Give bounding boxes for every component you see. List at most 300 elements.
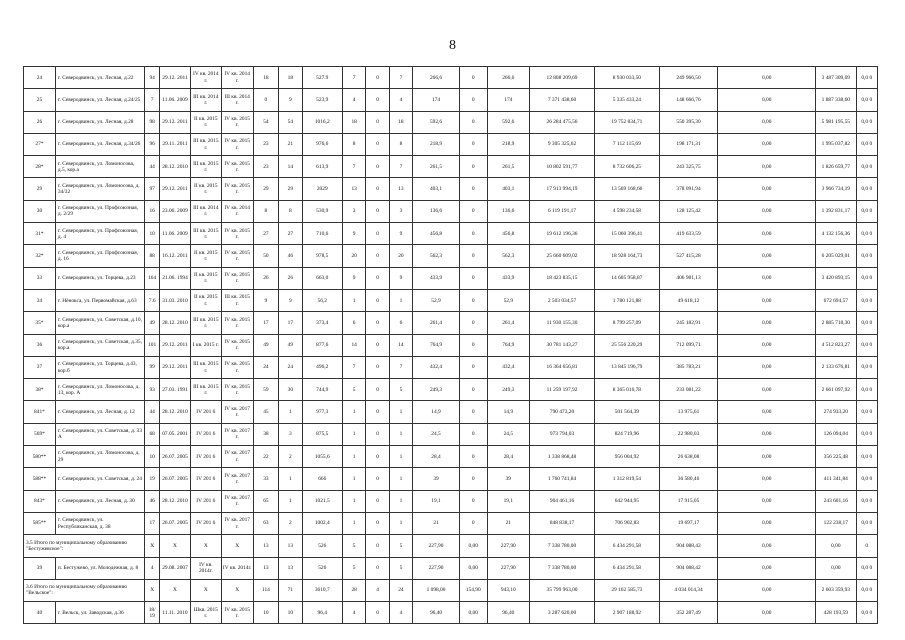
- table-row: [24, 178, 878, 200]
- table-row: [24, 245, 878, 267]
- table-cell: 39: [487, 468, 530, 490]
- table-cell: 164: [145, 267, 160, 289]
- table-row: [24, 423, 878, 445]
- table-cell: 14,9: [487, 401, 530, 423]
- table-cell: 261,4: [487, 312, 530, 334]
- table-cell: 17: [253, 312, 279, 334]
- table-cell: 0,0 0: [856, 312, 877, 334]
- table-cell: 403,1: [413, 178, 460, 200]
- table-cell: г. Северодвинск, ул. Профсоюзная, д. 2/29: [55, 200, 144, 222]
- table-cell: 904 088,42: [659, 557, 717, 579]
- table-cell: 1: [342, 490, 365, 512]
- table-cell: 1: [342, 446, 365, 468]
- table-cell: 0: [253, 89, 279, 111]
- table-cell: г. Северодвинск, ул. Лесная, д.22: [55, 67, 144, 89]
- table-cell: 824 719,96: [594, 423, 659, 445]
- table-cell: 419 633,59: [659, 223, 717, 245]
- table-cell: 6: [342, 312, 365, 334]
- table-row: [24, 289, 878, 311]
- table-cell: г. Северодвинск, ул. Торцева, д.23: [55, 267, 144, 289]
- table-cell: 0: [459, 401, 487, 423]
- table-cell: 712 099,71: [659, 334, 717, 356]
- table-cell: 21: [413, 512, 460, 534]
- table-cell: 7 338 780,00: [530, 557, 595, 579]
- table-cell: 0,00: [459, 557, 487, 579]
- table-cell: 27*: [24, 133, 56, 155]
- table-cell: 0: [459, 67, 487, 89]
- table-cell: 0,00: [718, 535, 816, 557]
- table-row: [24, 334, 878, 356]
- table-cell: 5 335 433,24: [594, 89, 659, 111]
- table-cell: 0: [366, 490, 389, 512]
- table-cell: 33: [253, 468, 279, 490]
- table-cell: г. Северодвинск, ул. Лесная, д.34/26: [55, 133, 144, 155]
- table-cell: 249 966,50: [659, 67, 717, 89]
- table-cell: г. Северодвинск, ул. Советская, д. 33 А: [55, 423, 144, 445]
- table-cell: 7: [389, 356, 412, 378]
- table-cell: 17 913 994,19: [530, 178, 595, 200]
- table-cell: III кв. 2014 г.: [190, 89, 221, 111]
- table-cell: 0,00: [718, 111, 816, 133]
- table-cell: 9: [342, 223, 365, 245]
- table-cell: 7: [342, 156, 365, 178]
- table-cell: 27: [279, 223, 302, 245]
- table-cell: 101: [145, 334, 160, 356]
- table-cell: IV кв. 2015 г.: [221, 267, 253, 289]
- table-cell: IV кв. 2015 г.: [221, 334, 253, 356]
- table-cell: 0,0 0: [856, 446, 877, 468]
- table-cell: IV кв. 2017 г.: [221, 512, 253, 534]
- table-cell: Шкв. 2015 г.: [190, 602, 221, 624]
- table-cell: 373,4: [302, 312, 342, 334]
- table-cell: 68: [145, 423, 160, 445]
- table-cell: X: [190, 579, 221, 601]
- summary-label: 3.5 Итого по муниципальному образованию "Бестужевское":: [24, 535, 145, 557]
- table-cell: 23: [253, 156, 279, 178]
- table-cell: 28,4: [413, 446, 460, 468]
- table-cell: 34: [24, 289, 56, 311]
- table-cell: 385 783,21: [659, 356, 717, 378]
- table-cell: 4: [366, 579, 389, 601]
- table-cell: 96,40: [413, 602, 460, 624]
- table-cell: 0,00: [718, 200, 816, 222]
- table-cell: 26: [24, 111, 56, 133]
- table-cell: 11.06. 2009: [160, 89, 191, 111]
- table-cell: 14,9: [413, 401, 460, 423]
- table-cell: 0,00: [718, 67, 816, 89]
- table-cell: 29: [253, 178, 279, 200]
- table-cell: 29.12. 2011: [160, 334, 191, 356]
- table-cell: 11 930 155,30: [530, 312, 595, 334]
- table-cell: IV 201 6: [190, 490, 221, 512]
- table-row: [24, 356, 878, 378]
- table-cell: 2 907 188,92: [594, 602, 659, 624]
- table-cell: 0,0 0: [856, 223, 877, 245]
- table-cell: 973 794,03: [530, 423, 595, 445]
- table-cell: 0,00: [718, 334, 816, 356]
- table-cell: 65: [253, 490, 279, 512]
- table-cell: X: [190, 535, 221, 557]
- table-row: [24, 446, 878, 468]
- table-cell: IV кв. 2015 г.: [221, 356, 253, 378]
- table-cell: 249,3: [487, 379, 530, 401]
- table-cell: 98: [145, 111, 160, 133]
- table-cell: 26: [253, 267, 279, 289]
- table-cell: 218,9: [413, 133, 460, 155]
- table-cell: 17: [279, 312, 302, 334]
- table-cell: 0,00: [816, 557, 856, 579]
- table-cell: 5: [342, 557, 365, 579]
- summary-label: 3.6 Итого по муниципальному образованию "Вельское":: [24, 579, 145, 601]
- table-cell: 0: [366, 334, 389, 356]
- table-cell: 672 694,57: [816, 289, 856, 311]
- table-cell: 592,6: [413, 111, 460, 133]
- table-cell: 26 284 475,56: [530, 111, 595, 133]
- table-cell: 249,3: [413, 379, 460, 401]
- table-cell: 136,6: [487, 200, 530, 222]
- table-cell: 0,0 0: [856, 200, 877, 222]
- table-cell: 1: [389, 401, 412, 423]
- table-cell: 8: [279, 200, 302, 222]
- table-cell: 11.11. 2010: [160, 602, 191, 624]
- table-cell: 11.06. 2009: [160, 223, 191, 245]
- table-cell: III кв. 2015 г.: [190, 356, 221, 378]
- table-cell: 8 365 016,78: [594, 379, 659, 401]
- table-cell: 0,00: [459, 535, 487, 557]
- table-cell: 10: [279, 602, 302, 624]
- table-cell: 07.05. 2001: [160, 423, 191, 445]
- table-cell: 352 287,49: [659, 602, 717, 624]
- table-cell: 706 902,83: [594, 512, 659, 534]
- table-row: [24, 312, 878, 334]
- table-cell: 26.07. 2005: [160, 468, 191, 490]
- table-cell: 52,9: [413, 289, 460, 311]
- table-cell: 0: [459, 111, 487, 133]
- table-cell: 764,9: [413, 334, 460, 356]
- table-cell: 54: [279, 111, 302, 133]
- table-cell: 1: [389, 446, 412, 468]
- table-cell: II кв. 2015 г.: [190, 178, 221, 200]
- table-cell: 29: [24, 178, 56, 200]
- table-cell: 36 580,46: [659, 468, 717, 490]
- table-cell: 496,2: [302, 356, 342, 378]
- table-cell: 1 826 659,77: [816, 156, 856, 178]
- table-cell: 0,00: [718, 379, 816, 401]
- table-cell: 0: [459, 423, 487, 445]
- table-cell: 4: [145, 557, 160, 579]
- table-cell: 2: [279, 446, 302, 468]
- table-cell: IV 201 6: [190, 512, 221, 534]
- table-cell: 0,0 0: [856, 111, 877, 133]
- table-cell: 5: [389, 535, 412, 557]
- table-cell: 0,0 0: [856, 468, 877, 490]
- table-cell: г. Северодвинск, ул. Профсоюзная, д. 16: [55, 245, 144, 267]
- table-cell: 4 512 823,27: [816, 334, 856, 356]
- table-cell: 174: [487, 89, 530, 111]
- table-cell: 8: [253, 200, 279, 222]
- table-cell: 6 119 191,17: [530, 200, 595, 222]
- table-cell: 30: [279, 379, 302, 401]
- table-cell: г. Северодвинск, ул. Торцева, д.43, кор.б: [55, 356, 144, 378]
- table-cell: 7: [389, 67, 412, 89]
- table-cell: 875,5: [302, 423, 342, 445]
- table-cell: 93: [145, 379, 160, 401]
- table-cell: 29.12. 2011: [160, 111, 191, 133]
- table-cell: 0: [459, 379, 487, 401]
- table-cell: 14 605 958,87: [594, 267, 659, 289]
- table-cell: 0,0 0: [856, 289, 877, 311]
- table-cell: 0: [459, 334, 487, 356]
- table-cell: 0,0 0: [856, 423, 877, 445]
- table-cell: 0,0 0: [856, 579, 877, 601]
- table-cell: 39: [413, 468, 460, 490]
- table-cell: 136,6: [413, 200, 460, 222]
- table-cell: 13 845 196,79: [594, 356, 659, 378]
- table-cell: 0,00: [718, 401, 816, 423]
- table-cell: 0: [459, 178, 487, 200]
- table-cell: 8: [389, 133, 412, 155]
- table-cell: п. Бестужево, ул. Молодежная, д. 8: [55, 557, 144, 579]
- table-cell: 403,1: [487, 178, 530, 200]
- table-cell: 21: [279, 133, 302, 155]
- table-cell: 21.06. 1994: [160, 267, 191, 289]
- table-cell: II кв. 2015 г.: [190, 267, 221, 289]
- table-cell: 2 661 097,92: [816, 379, 856, 401]
- table-cell: 59: [253, 379, 279, 401]
- table-cell: 843*: [24, 490, 56, 512]
- table-cell: 0,00: [459, 602, 487, 624]
- table-cell: г. Северодвинск, ул. Советская, д.35, кор.а: [55, 334, 144, 356]
- table-cell: 15 060 396,41: [594, 223, 659, 245]
- table-cell: 6 205 029,01: [816, 245, 856, 267]
- table-cell: 28*: [24, 156, 56, 178]
- table-cell: 456,8: [413, 223, 460, 245]
- table-cell: 24: [24, 67, 56, 89]
- table-cell: 0: [366, 356, 389, 378]
- table-cell: 2: [279, 512, 302, 534]
- table-cell: 54: [253, 111, 279, 133]
- table-cell: 4: [342, 89, 365, 111]
- table-cell: 28: [342, 579, 365, 601]
- table-cell: 6: [389, 312, 412, 334]
- table-cell: 26 638,08: [659, 446, 717, 468]
- table-cell: 261,5: [413, 156, 460, 178]
- table-cell: 16: [145, 200, 160, 222]
- table-cell: 25 660 609,02: [530, 245, 595, 267]
- table-cell: г. Северодвинск, ул. Советская, д. 24: [55, 468, 144, 490]
- table-cell: 13 569 168,66: [594, 178, 659, 200]
- table-cell: 0: [366, 512, 389, 534]
- table-cell: 8 930 033,50: [594, 67, 659, 89]
- table-row: [24, 602, 878, 624]
- table-cell: 7 338 780,00: [530, 535, 595, 557]
- table-row: [24, 557, 878, 579]
- table-cell: 0: [366, 245, 389, 267]
- table-cell: 218,9: [487, 133, 530, 155]
- table-cell: 3: [342, 200, 365, 222]
- table-cell: 6 434 291,58: [594, 535, 659, 557]
- table-cell: 24: [279, 356, 302, 378]
- table-cell: IV кв. 2015 г.: [221, 379, 253, 401]
- table-row: [24, 89, 878, 111]
- table-cell: X: [160, 535, 191, 557]
- table-cell: 99: [145, 356, 160, 378]
- table-cell: IV кв. 2015 г.: [221, 111, 253, 133]
- table-cell: 0,0 0: [856, 156, 877, 178]
- table-cell: 0,00: [718, 312, 816, 334]
- table-cell: 0,0 0: [856, 512, 877, 534]
- table-cell: 40: [24, 602, 56, 624]
- table-cell: 31*: [24, 223, 56, 245]
- table-cell: 1: [389, 289, 412, 311]
- table-cell: 29.11. 2011: [160, 133, 191, 155]
- table-cell: 3 966 734,19: [816, 178, 856, 200]
- table-cell: 1: [279, 490, 302, 512]
- table-cell: 0: [856, 535, 877, 557]
- table-cell: г. Северодвинск, ул. Профсоюзная, д. 4: [55, 223, 144, 245]
- table-cell: 0: [366, 156, 389, 178]
- table-cell: 0,00: [718, 133, 816, 155]
- table-cell: 44: [145, 401, 160, 423]
- table-cell: 0,00: [718, 89, 816, 111]
- page-number: 8: [449, 38, 456, 53]
- table-cell: 227,90: [413, 535, 460, 557]
- table-cell: 198 171,31: [659, 133, 717, 155]
- table-cell: II кв. 2015 г.: [190, 111, 221, 133]
- table-cell: 0: [459, 312, 487, 334]
- table-cell: IV 201 6: [190, 446, 221, 468]
- table-cell: 10: [253, 602, 279, 624]
- table-cell: 0: [366, 289, 389, 311]
- table-cell: 49: [253, 334, 279, 356]
- table-cell: 7: [389, 156, 412, 178]
- table-cell: IV кв. 2015 г.: [221, 133, 253, 155]
- table-row: [24, 111, 878, 133]
- table-cell: 526: [302, 557, 342, 579]
- table-cell: 8 732 606,25: [594, 156, 659, 178]
- table-cell: IV кв. 2015 г.: [221, 156, 253, 178]
- table-cell: 978,5: [302, 245, 342, 267]
- table-cell: 16 364 656,81: [530, 356, 595, 378]
- table-cell: 274 933,20: [816, 401, 856, 423]
- table-cell: 19,1: [413, 490, 460, 512]
- table-cell: 744,9: [302, 379, 342, 401]
- table-cell: 17: [145, 512, 160, 534]
- table-cell: 37: [24, 356, 56, 378]
- table-cell: 0: [366, 133, 389, 155]
- table-cell: 1: [342, 289, 365, 311]
- table-cell: 2 603 359,93: [816, 579, 856, 601]
- table-cell: IV кв. 2014г.: [221, 557, 253, 579]
- table-cell: 3: [279, 423, 302, 445]
- table-cell: г. Северодвинск, ул. Лесная, д. 30: [55, 490, 144, 512]
- table-cell: 0: [366, 111, 389, 133]
- table-cell: 29 162 585,73: [594, 579, 659, 601]
- table-cell: 96,4: [302, 602, 342, 624]
- table-cell: 245 182,91: [659, 312, 717, 334]
- table-cell: 0,00: [718, 156, 816, 178]
- table-cell: 0,00: [718, 267, 816, 289]
- table-cell: 96,40: [487, 602, 530, 624]
- table-cell: 848 838,17: [530, 512, 595, 534]
- table-cell: 956 004,92: [594, 446, 659, 468]
- table-cell: 2 503 034,57: [530, 289, 595, 311]
- table-cell: 13: [342, 178, 365, 200]
- table-cell: 29.08. 2007: [160, 557, 191, 579]
- table-cell: 0: [459, 468, 487, 490]
- table-cell: 243 325,75: [659, 156, 717, 178]
- table-cell: X: [221, 535, 253, 557]
- table-cell: 9: [389, 267, 412, 289]
- table-row: [24, 468, 878, 490]
- table-cell: г. Северодвинск, ул. Ломоносова, д.5, кор.а: [55, 156, 144, 178]
- table-cell: 9: [342, 267, 365, 289]
- table-cell: III кв. 2014 г.: [221, 89, 253, 111]
- table-cell: г. Северодвинск, ул. Республиканская, д. 38: [55, 512, 144, 534]
- table-cell: 30 781 143,27: [530, 334, 595, 356]
- table-cell: 0: [459, 89, 487, 111]
- table-cell: 243 601,16: [816, 490, 856, 512]
- table-cell: 7 371 438,60: [530, 89, 595, 111]
- table-cell: 10: [145, 446, 160, 468]
- table-cell: 4 598 234,58: [594, 200, 659, 222]
- table-cell: 18: [279, 67, 302, 89]
- table-cell: III кв. 2015 г.: [190, 223, 221, 245]
- table-cell: 1 338 868,48: [530, 446, 595, 468]
- table-cell: 433,9: [487, 267, 530, 289]
- table-cell: 17 915,05: [659, 490, 717, 512]
- table-cell: 0,00: [718, 178, 816, 200]
- table-cell: 29: [279, 178, 302, 200]
- table-cell: 1: [279, 468, 302, 490]
- table-cell: 25: [24, 89, 56, 111]
- table-cell: IV кв. 2015 г.: [221, 223, 253, 245]
- table-cell: 0: [459, 490, 487, 512]
- table-cell: IV 201 6: [190, 401, 221, 423]
- table-cell: 1016,2: [302, 111, 342, 133]
- table-cell: 20: [342, 245, 365, 267]
- table-cell: 0: [366, 67, 389, 89]
- table-cell: 24,5: [487, 423, 530, 445]
- table-cell: 261,4: [413, 312, 460, 334]
- table-cell: 1 392 831,17: [816, 200, 856, 222]
- table-cell: 10: [145, 223, 160, 245]
- table-cell: 26: [279, 267, 302, 289]
- table-cell: III кв. 2015 г.: [190, 156, 221, 178]
- table-cell: 1: [279, 401, 302, 423]
- table-cell: 5: [389, 557, 412, 579]
- table-cell: 24: [389, 579, 412, 601]
- table-cell: 14: [342, 334, 365, 356]
- table-row: [24, 267, 878, 289]
- table-cell: 29.12. 2011: [160, 67, 191, 89]
- table-cell: IV кв. 2015 г.: [221, 245, 253, 267]
- table-cell: 5: [342, 379, 365, 401]
- table-cell: 0,0 0: [856, 67, 877, 89]
- table-cell: 1: [342, 512, 365, 534]
- table-cell: 378 091,94: [659, 178, 717, 200]
- table-cell: 0,00: [718, 579, 816, 601]
- table-cell: 28.12. 2010: [160, 156, 191, 178]
- table-cell: 174: [413, 89, 460, 111]
- summary-row: [24, 579, 878, 601]
- table-cell: 0,0 0: [856, 401, 877, 423]
- table-cell: 7.6: [145, 289, 160, 311]
- table-cell: IV кв. 2017 г.: [221, 468, 253, 490]
- table-cell: 38: [253, 423, 279, 445]
- table-cell: 38*: [24, 379, 56, 401]
- table-cell: 613,9: [302, 156, 342, 178]
